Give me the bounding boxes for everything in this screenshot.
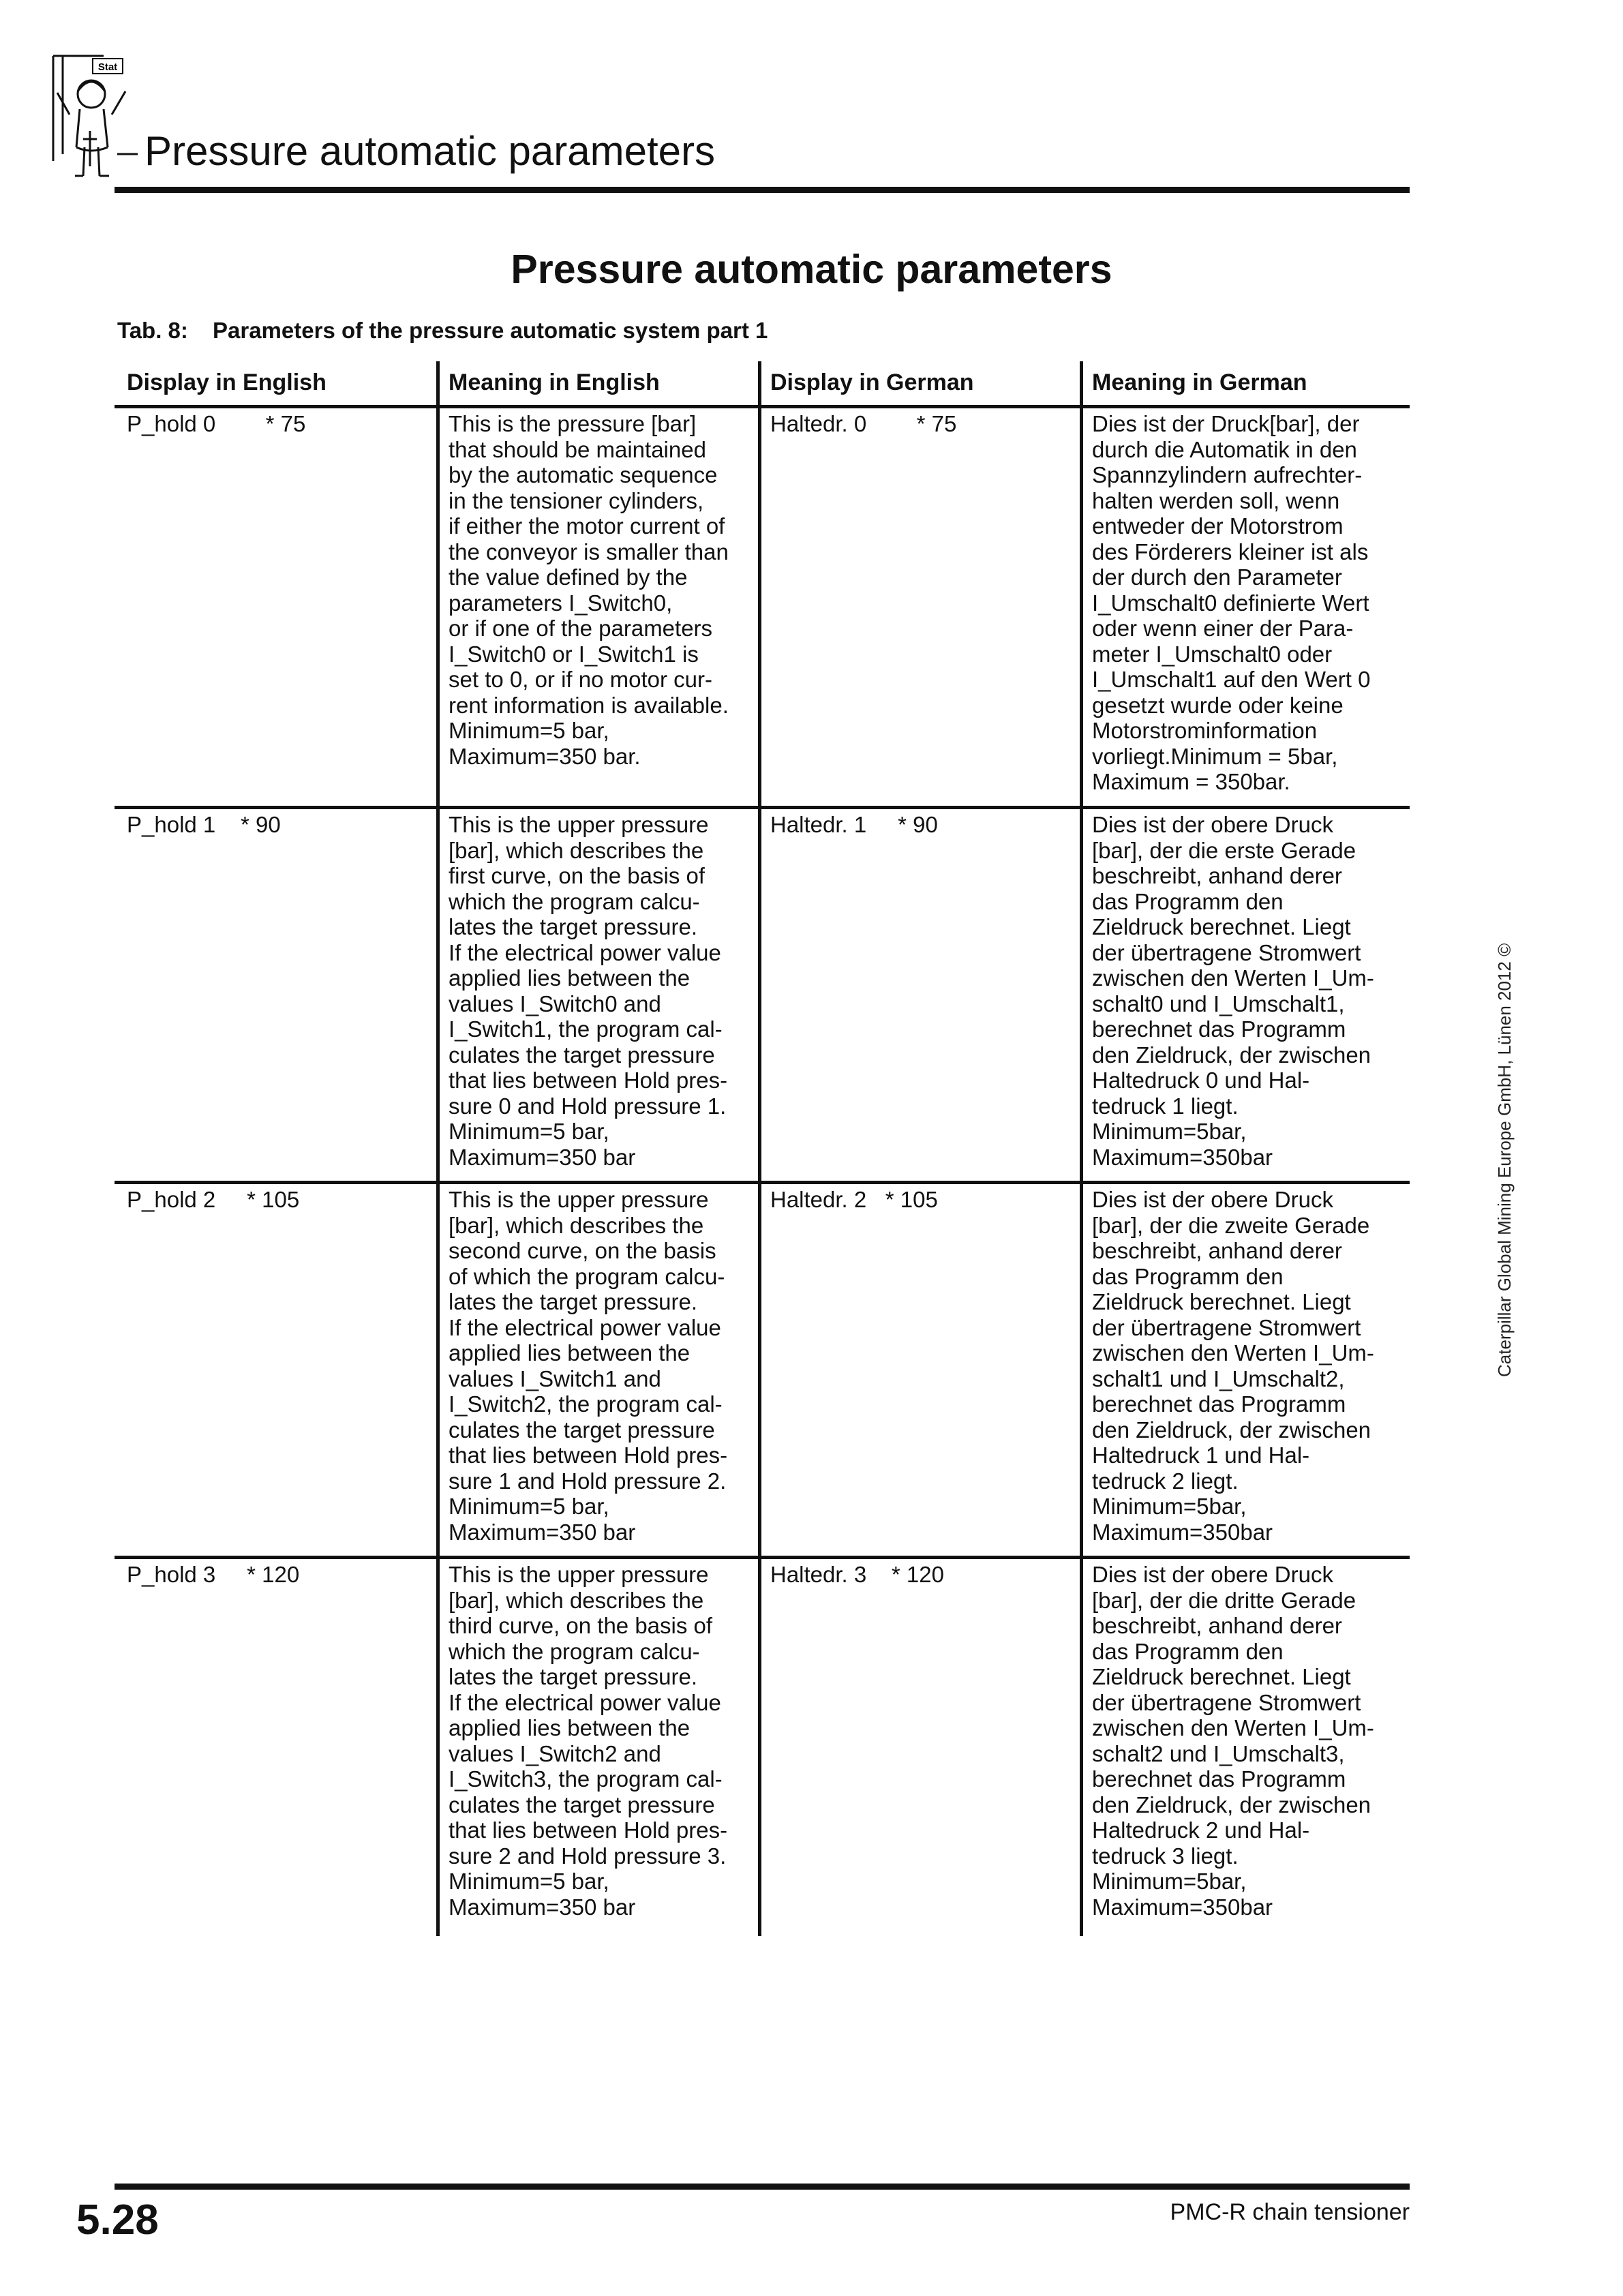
page-number: 5.28 [76, 2196, 159, 2244]
table-cell-meaning-en: This is the upper pressure [bar], which describes the third curve, on the basis of which the program calcu- lates the target pressure. If the electrical power value applied lies between the values I_Switch2 and I_Switch3, the program cal- culates the target pressure that lies between Hold pres- sure 2 and Hold pressure 3. Minimum=5 bar, Maximum=350 bar [449, 1562, 728, 1920]
table-cell-display-en: P_hold 0 * 75 [127, 411, 306, 436]
row-divider [115, 1556, 1410, 1559]
column-divider [758, 361, 761, 1936]
column-header-display-en: Display in English [127, 369, 327, 395]
table-cell-display-de: Haltedr. 0 * 75 [770, 411, 957, 436]
table-cell-meaning-de: Dies ist der Druck[bar], der durch die Automatik in den Spannzylindern aufrechter- halten werden soll, wenn entweder der Motorstrom des Förderers kleiner ist als der durch den Parameter I_Umschalt0 definierte Wert oder wenn einer der Para- meter I_Umschalt0 oder I_Umschalt1 auf den Wert 0 gesetzt wurde oder keine Motorstrominformation vorliegt.Minimum = 5bar, Maximum = 350bar. [1092, 411, 1371, 794]
column-header-meaning-de: Meaning in German [1092, 369, 1307, 395]
page-title: Pressure automatic parameters [511, 247, 1112, 292]
header-divider [115, 405, 1410, 408]
table-cell-display-en: P_hold 1 * 90 [127, 812, 281, 837]
table-cell-meaning-de: Dies ist der obere Druck [bar], der die zweite Gerade beschreibt, anhand derer das Programm den Zieldruck berechnet. Liegt der übertragene Stromwert zwischen den Werten I_Um- schalt1 und I_Umschalt2, berechnet das Programm den Zieldruck, der zwischen Haltedruck 1 und Hal- tedruck 2 liegt. Minimum=5bar, Maximum=350bar [1092, 1187, 1374, 1545]
row-divider [115, 1181, 1410, 1184]
table-cell-meaning-en: This is the upper pressure [bar], which describes the second curve, on the basis of which the program calcu- lates the target pressure. If the electrical power value applied lies between the values I_Switch1 and I_Switch2, the program cal- culates the target pressure that lies between Hold pres- sure 1 and Hold pressure 2. Minimum=5 bar, Maximum=350 bar [449, 1187, 728, 1545]
table-caption [117, 318, 768, 344]
footer-document-title: PMC-R chain tensioner [1170, 2199, 1410, 2225]
header-title: Pressure automatic parameters [145, 128, 716, 174]
row-divider [115, 806, 1410, 809]
copyright-note: Caterpillar Global Mining Europe GmbH, Lünen 2012 © [1494, 943, 1515, 1377]
table-cell-display-en: P_hold 3 * 120 [127, 1562, 300, 1587]
table-cell-meaning-en: This is the upper pressure [bar], which describes the first curve, on the basis of which the program calcu- lates the target pressure. If the electrical power value applied lies between the values I_Switch0 and I_Switch1, the program cal- culates the target pressure that lies between Hold pres- sure 0 and Hold pressure 1. Minimum=5 bar, Maximum=350 bar [449, 812, 728, 1170]
table-cell-meaning-de: Dies ist der obere Druck [bar], der die dritte Gerade beschreibt, anhand derer das Programm den Zieldruck berechnet. Liegt der übertragene Stromwert zwischen den Werten I_Um- schalt2 und I_Umschalt3, berechnet das Programm den Zieldruck, der zwischen Haltedruck 2 und Hal- tedruck 3 liegt. Minimum=5bar, Maximum=350bar [1092, 1562, 1374, 1920]
table-cell-display-en: P_hold 2 * 105 [127, 1187, 300, 1212]
footer-rule [115, 2184, 1410, 2190]
table-caption-number: Tab. 8: [117, 318, 188, 343]
column-header-meaning-en: Meaning in English [449, 369, 660, 395]
table-cell-meaning-en: This is the pressure [bar] that should be maintained by the automatic sequence in the tensioner cylinders, if either the motor current of the conveyor is smaller than the value defined by the parameters I_Switch0, or if one of the parameters I_Switch0 or I_Switch1 is set to 0, or if no motor cur- rent information is available. Minimum=5 bar, Maximum=350 bar. [449, 411, 729, 769]
table-cell-display-de: Haltedr. 1 * 90 [770, 812, 938, 837]
header-rule [115, 187, 1410, 193]
table-cell-meaning-de: Dies ist der obere Druck [bar], der die erste Gerade beschreibt, anhand derer das Programm den Zieldruck berechnet. Liegt der übertragene Stromwert zwischen den Werten I_Um- schalt0 und I_Umschalt1, berechnet das Programm den Zieldruck, der zwischen Haltedruck 0 und Hal- tedruck 1 liegt. Minimum=5bar, Maximum=350bar [1092, 812, 1374, 1170]
column-divider [436, 361, 440, 1936]
table-cell-display-de: Haltedr. 2 * 105 [770, 1187, 938, 1212]
table-cell-display-de: Haltedr. 3 * 120 [770, 1562, 944, 1587]
worker-with-sign-logo-icon [49, 52, 138, 181]
table-caption-text: Parameters of the pressure automatic system part 1 [213, 318, 768, 343]
column-header-display-de: Display in German [770, 369, 974, 395]
parameters-table [115, 361, 1410, 1950]
column-divider [1080, 361, 1083, 1936]
svg-text:Stat: Stat [97, 61, 118, 73]
